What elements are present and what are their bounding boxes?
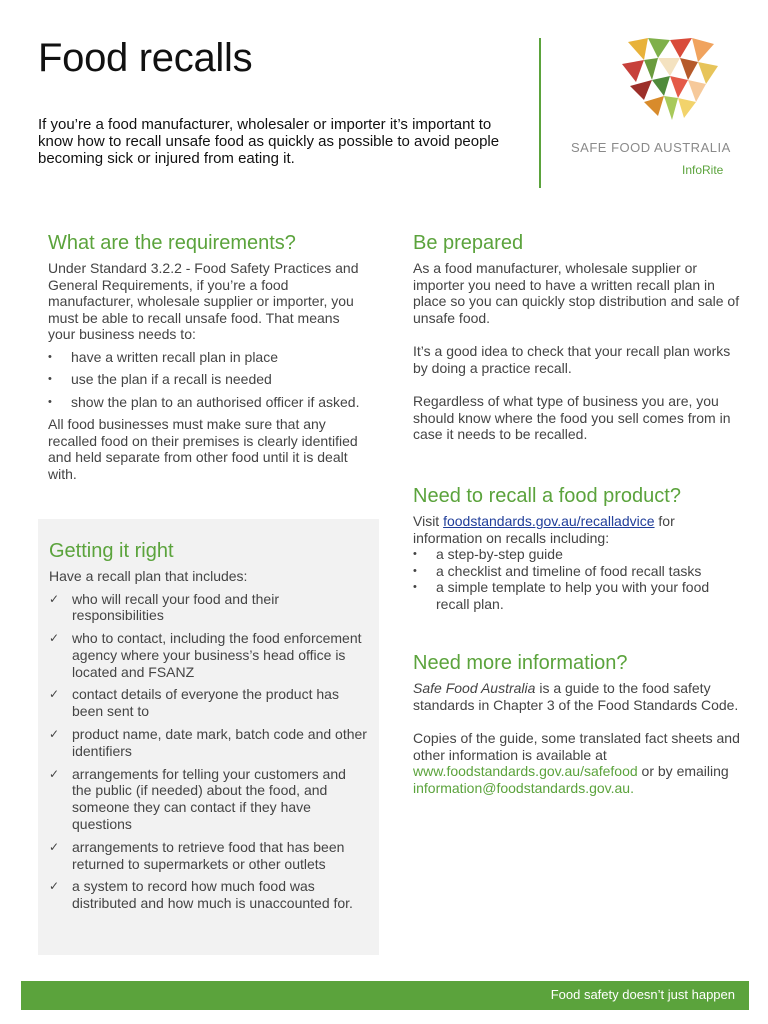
logo-tile: [652, 76, 670, 96]
be-prepared-heading: Be prepared: [413, 232, 524, 254]
logo-tile: [644, 58, 658, 80]
logo-tile: [628, 38, 648, 60]
list-item: • use the plan if a recall is needed: [48, 371, 368, 388]
paragraph: As a food manufacturer, wholesale supplier or importer you need to have a written recall plan in place so you can quickly stop distribution and sale of unsafe food.: [413, 260, 740, 326]
logo-tile: [688, 80, 706, 102]
requirements-intro: Under Standard 3.2.2 - Food Safety Practices and General Requirements, if you’re a food manufacturer, wholesale supplier or importer, you must be able to recall unsafe food. That means your business needs to:: [48, 260, 359, 342]
logo-tile: [678, 98, 696, 118]
logo-tile: [622, 60, 644, 82]
getting-it-right-box: [38, 519, 379, 955]
getting-it-right-intro: Have a recall plan that includes:: [49, 568, 248, 584]
requirements-closing: All food businesses must make sure that any recalled food on their premises is clearly identified and held separate from other food until it is dealt with.: [48, 416, 358, 482]
logo-subtitle: InfoRite: [682, 163, 724, 177]
logo-tile: [698, 62, 718, 84]
recall-advice-link[interactable]: foodstandards.gov.au/recalladvice: [443, 513, 655, 529]
be-prepared-section: [413, 232, 743, 443]
need-recall-section: [413, 485, 743, 616]
logo-tile: [692, 38, 714, 62]
recall-info-list: [413, 546, 743, 612]
list-item: • show the plan to an authorised officer if asked.: [48, 394, 368, 411]
more-info-copies-text: Copies of the guide, some translated fact sheets and other information is available at www.foodstandards.gov.au/safefood or by emailing information@foodstandards.gov.au.: [413, 730, 740, 796]
checklist-item: ✓ arrangements for telling your customers and the public (if needed) about the food, and someone they can contact if they have questions: [49, 766, 369, 833]
list-item: • a simple template to help you with your food recall plan.: [413, 579, 743, 612]
paragraph: It’s a good idea to check that your recall plan works by doing a practice recall.: [413, 343, 731, 376]
logo-tile: [644, 96, 664, 116]
requirements-section: [48, 232, 368, 482]
logo-title: SAFE FOOD AUSTRALIA: [571, 140, 731, 155]
page-title: Food recalls: [38, 36, 253, 80]
list-item: • have a written recall plan in place: [48, 349, 368, 366]
more-info-text: Safe Food Australia is a guide to the food safety standards in Chapter 3 of the Food Standards Code.: [413, 680, 739, 713]
recall-plan-checklist: [49, 591, 369, 913]
checklist-item: ✓ who to contact, including the food enforcement agency where your business’s head office is located and FSANZ: [49, 630, 369, 680]
requirements-heading: What are the requirements?: [48, 232, 296, 254]
checklist-item: ✓ contact details of everyone the product has been sent to: [49, 686, 369, 720]
logo-tile: [670, 38, 692, 58]
need-recall-heading: Need to recall a food product?: [413, 485, 681, 507]
checklist-item: ✓ a system to record how much food was distributed and how much is unaccounted for.: [49, 878, 369, 912]
safefood-link[interactable]: www.foodstandards.gov.au/safefood: [413, 763, 638, 779]
email-link[interactable]: information@foodstandards.gov.au.: [413, 779, 634, 796]
more-info-heading: Need more information?: [413, 652, 628, 674]
footer-tagline: Food safety doesn’t just happen: [550, 987, 735, 1002]
intro-text: If you’re a food manufacturer, wholesaler or importer it’s important to know how to recall unsafe food as quickly as possible to avoid people becoming sick or injured from eating it.: [38, 116, 500, 167]
list-item: • a checklist and timeline of food recall tasks: [413, 563, 743, 580]
more-info-section: [413, 652, 743, 796]
checklist-item: ✓ arrangements to retrieve food that has been returned to supermarkets or other outlets: [49, 839, 369, 873]
paragraph: Regardless of what type of business you are, you should know where the food you sell comes from in case it needs to be recalled.: [413, 393, 731, 442]
safe-food-australia-logo: [618, 36, 724, 128]
need-recall-text: Visit foodstandards.gov.au/recalladvice for information on recalls including:: [413, 513, 675, 546]
logo-tile: [648, 38, 670, 58]
logo-tile: [658, 58, 680, 76]
header-divider: [539, 38, 541, 188]
logo-tile: [630, 80, 652, 100]
list-item: • a step-by-step guide: [413, 546, 743, 563]
getting-it-right-heading: Getting it right: [49, 540, 174, 562]
footer-bar: [21, 981, 749, 1010]
logo-tile: [670, 76, 688, 98]
checklist-item: ✓ product name, date mark, batch code and other identifiers: [49, 726, 369, 760]
logo-tile: [680, 58, 698, 80]
requirements-list: [48, 349, 368, 411]
checklist-item: ✓ who will recall your food and their responsibilities: [49, 591, 369, 625]
logo-tile: [664, 96, 678, 120]
